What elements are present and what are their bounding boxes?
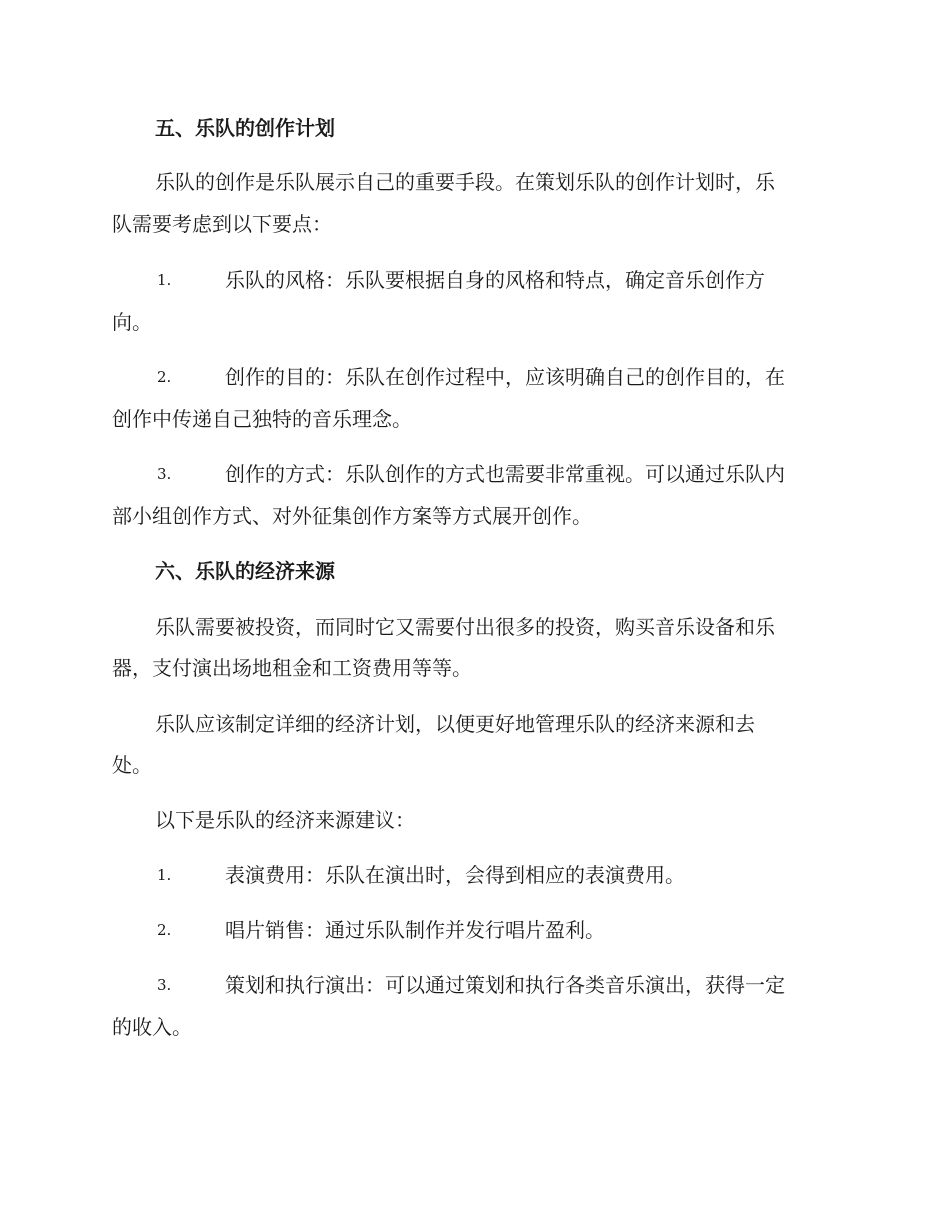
paragraph-line: 器，支付演出场地租金和工资费用等等。 xyxy=(112,656,472,680)
list-item-text: 唱片销售：通过乐队制作并发行唱片盈利。 xyxy=(225,918,605,942)
section-heading-5: 五、乐队的创作计划 xyxy=(155,116,335,140)
list-item-continuation: 的收入。 xyxy=(112,1015,192,1039)
list-item-continuation: 部小组创作方式、对外征集创作方案等方式展开创作。 xyxy=(112,504,592,528)
list-item-number: 2. xyxy=(157,921,172,939)
paragraph-line: 乐队需要被投资，而同时它又需要付出很多的投资，购买音乐设备和乐 xyxy=(155,615,775,639)
paragraph-line: 乐队的创作是乐队展示自己的重要手段。在策划乐队的创作计划时，乐 xyxy=(155,170,775,194)
list-item-number: 2. xyxy=(157,368,172,386)
list-item-continuation: 创作中传递自己独特的音乐理念。 xyxy=(112,407,412,431)
list-item-continuation: 向。 xyxy=(112,310,152,334)
list-item-text: 策划和执行演出：可以通过策划和执行各类音乐演出，获得一定 xyxy=(225,973,785,997)
paragraph-line: 处。 xyxy=(112,753,152,777)
paragraph-line: 以下是乐队的经济来源建议： xyxy=(155,808,415,832)
list-item-number: 3. xyxy=(157,976,172,994)
list-item-number: 1. xyxy=(157,271,172,289)
list-item-number: 3. xyxy=(157,465,172,483)
paragraph-line: 乐队应该制定详细的经济计划，以便更好地管理乐队的经济来源和去 xyxy=(155,712,755,736)
list-item-text: 创作的目的：乐队在创作过程中，应该明确自己的创作目的，在 xyxy=(225,365,785,389)
paragraph-line: 队需要考虑到以下要点： xyxy=(112,212,332,236)
list-item-text: 创作的方式：乐队创作的方式也需要非常重视。可以通过乐队内 xyxy=(225,462,785,486)
list-item-text: 表演费用：乐队在演出时，会得到相应的表演费用。 xyxy=(225,863,685,887)
list-item-number: 1. xyxy=(157,866,172,884)
list-item-text: 乐队的风格：乐队要根据自身的风格和特点，确定音乐创作方 xyxy=(225,268,765,292)
section-heading-6: 六、乐队的经济来源 xyxy=(155,559,335,583)
